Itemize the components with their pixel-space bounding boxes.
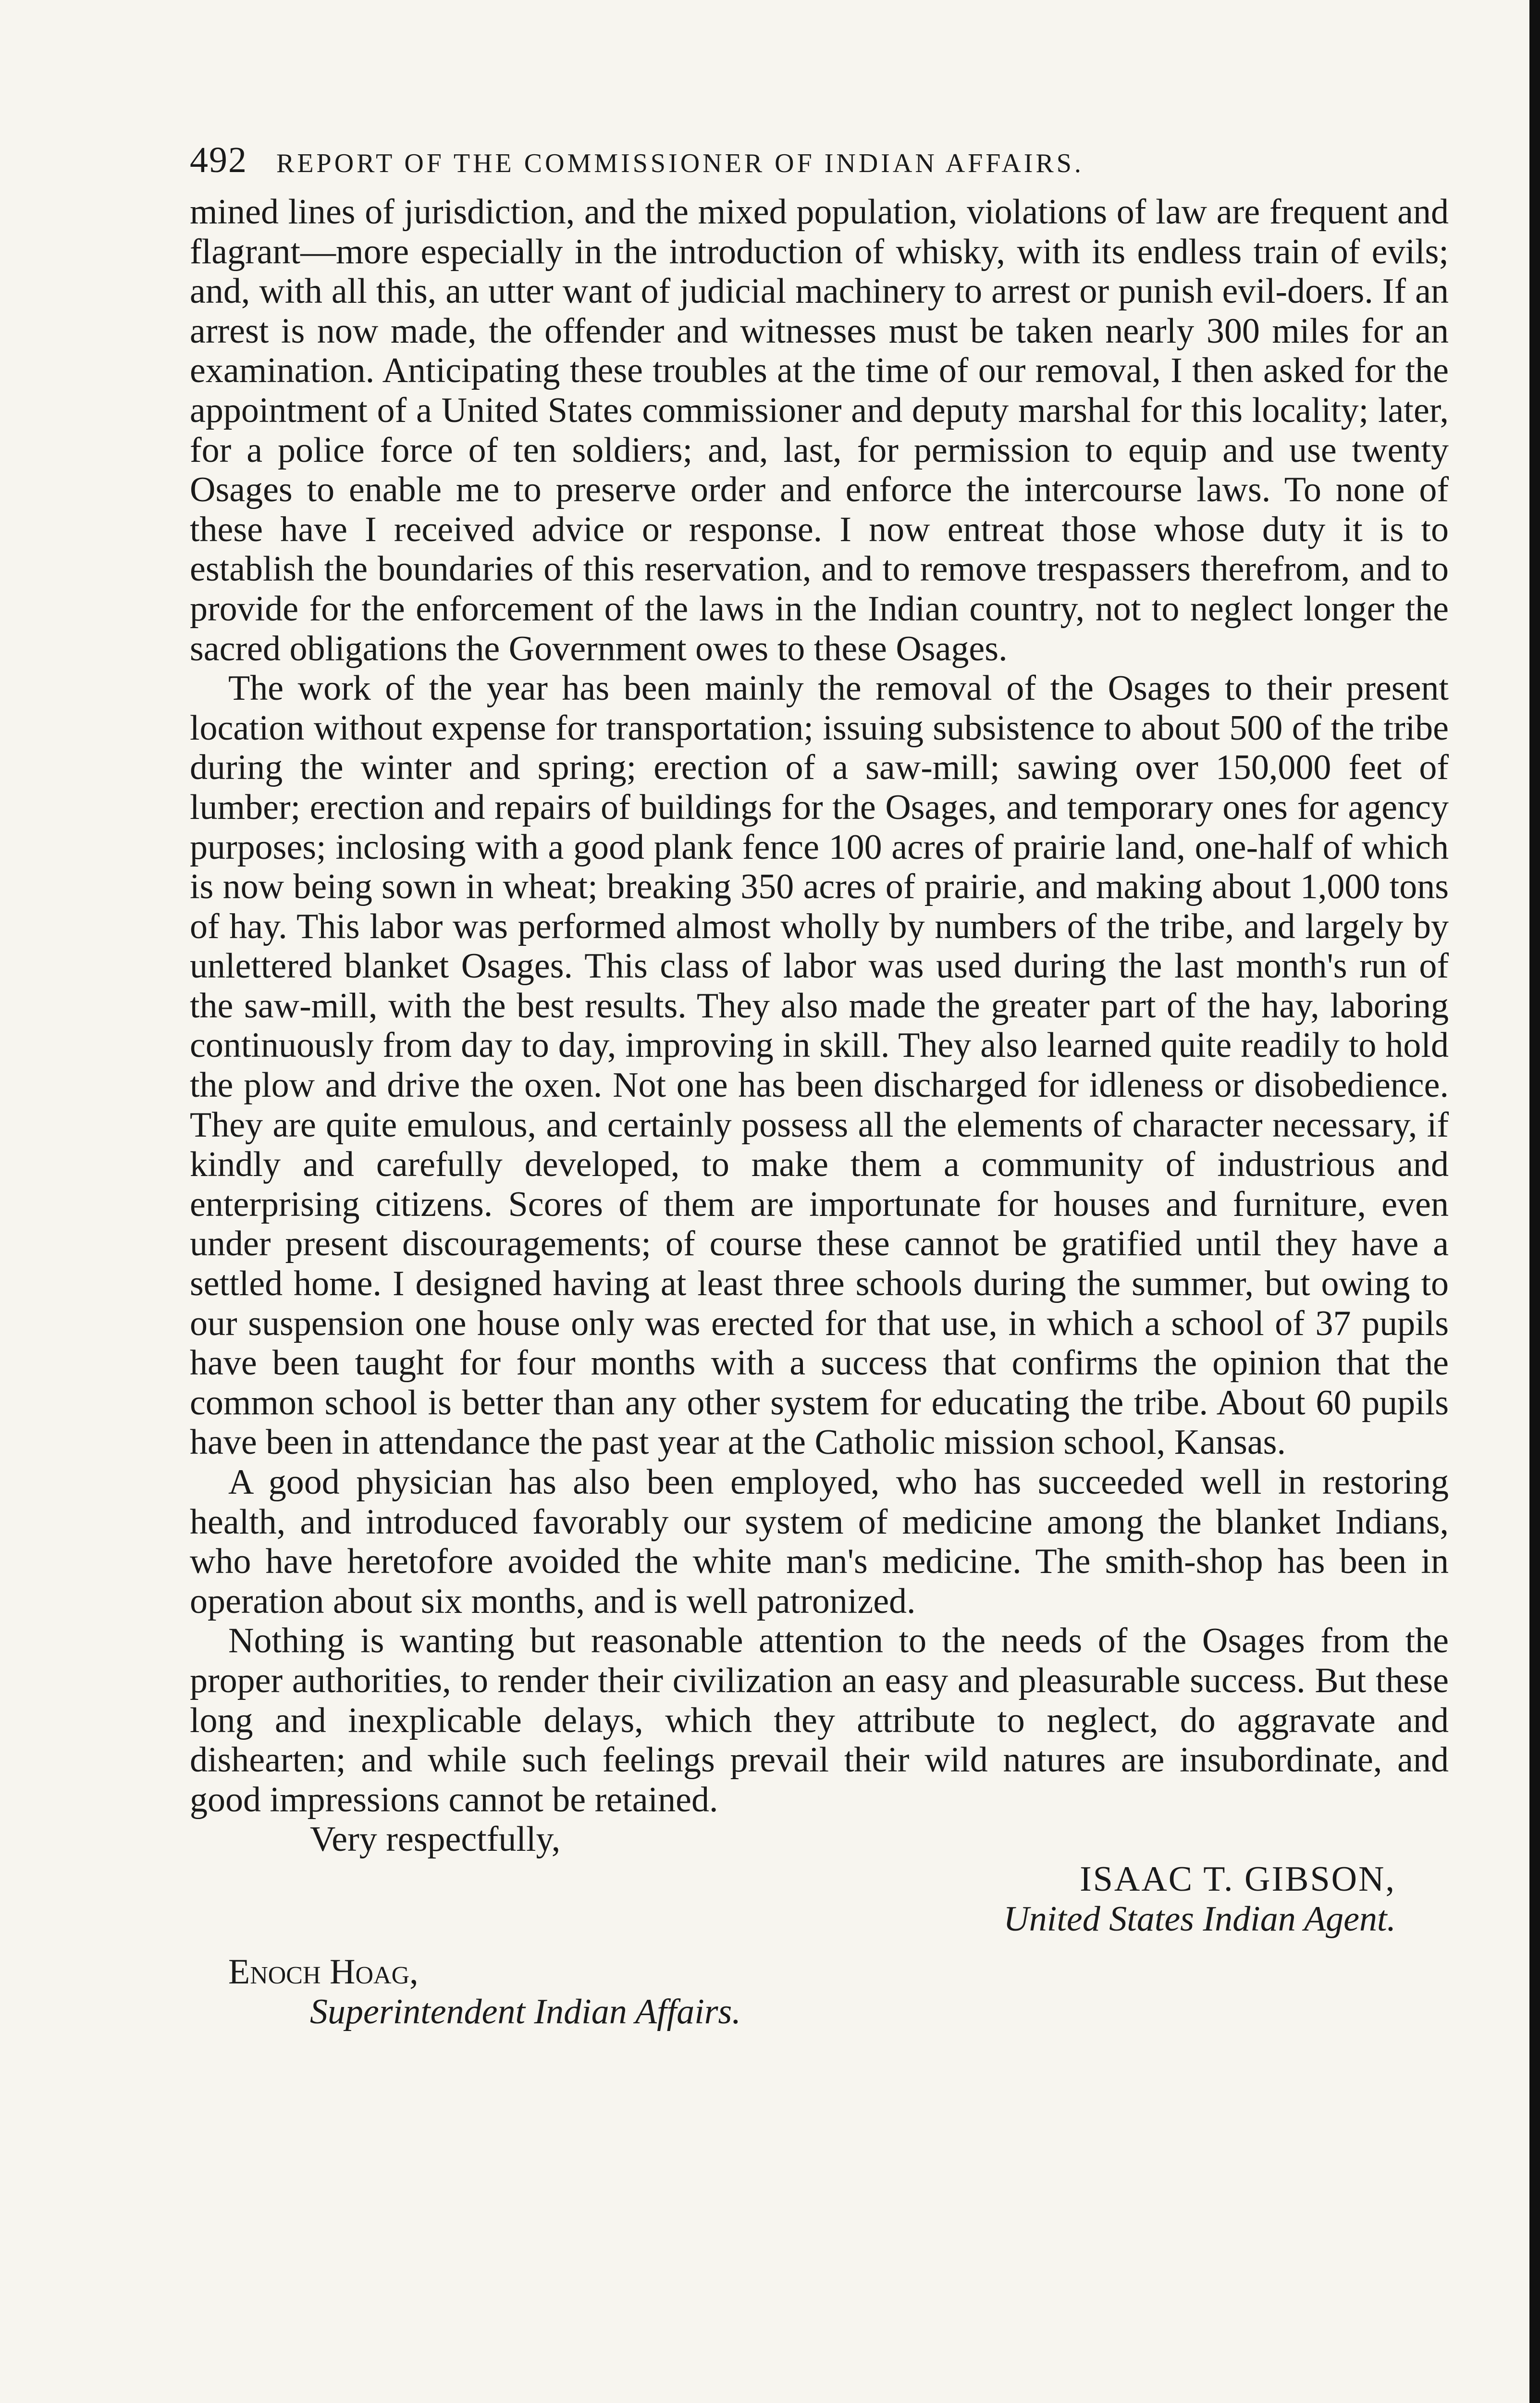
- page-header: [190, 139, 1449, 192]
- paragraph-year-work: The work of the year has been mainly the removal of the Osages to their present location without expense for transportation; issuing subsistence to about 500 of the tribe during the winter and spring; erection of a saw-mill; sawing over 150,000 feet of lumber; erection and repairs of buildings for the Osages, and temporary ones for agency purposes; inclosing with a good plank fence 100 acres of prairie land, one-half of which is now being sown in wheat; breaking 350 acres of prairie, and making about 1,000 tons of hay. This labor was performed almost wholly by numbers of the tribe, and largely by unlettered blanket Osages. This class of labor was used during the last month's run of the saw-mill, with the best results. They also made the greater part of the hay, laboring continuously from day to day, improving in skill. They also learned quite readily to hold the plow and drive the oxen. Not one has been discharged for idleness or disobedience. They are quite emulous, and certainly possess all the elements of character necessary, if kindly and carefully developed, to make them a community of industrious and enterprising citizens. Scores of them are importunate for houses and furniture, even under present discouragements; of course these cannot be gratified until they have a settled home. I designed having at least three schools during the summer, but owing to our suspension one house only was erected for that use, in which a school of 37 pupils have been taught for four months with a success that confirms the opinion that the common school is better than any other system for educating the tribe. About 60 pupils have been in attendance the past year at the Catholic mission school, Kansas.: [190, 669, 1449, 1462]
- page-content: [190, 139, 1449, 2031]
- letter-closing: [190, 1820, 1449, 2031]
- addressee-name: Enoch Hoag,: [228, 1952, 419, 1992]
- scan-edge-right: [1529, 0, 1540, 2403]
- paragraph-conclusion: Nothing is wanting but reasonable attention to the needs of the Osages from the proper authorities, to render their civilization an easy and pleasurable success. But these long and inexplicable delays, which they attribute to neglect, do aggravate and dishearten; and while such feelings prevail their wild natures are insubordinate, and good impressions cannot be retained.: [190, 1621, 1449, 1820]
- signer-name: ISAAC T. GIBSON,: [1080, 1859, 1396, 1899]
- addressee-title: Superintendent Indian Affairs.: [310, 1992, 741, 2031]
- signer-title: United States Indian Agent.: [1003, 1899, 1396, 1939]
- running-head: REPORT OF THE COMMISSIONER OF INDIAN AFFAIRS.: [276, 149, 1084, 178]
- salutation: Very respectfully,: [310, 1820, 561, 1859]
- page-number: 492: [190, 140, 247, 180]
- paragraph-physician: A good physician has also been employed, who has succeeded well in restoring health, and introduced favorably our system of medicine among the blanket Indians, who have heretofore avoided the white man's medicine. The smith-shop has been in operation about six months, and is well patronized.: [190, 1462, 1449, 1621]
- paragraph-continuation: mined lines of jurisdiction, and the mixed population, violations of law are frequent and flagrant—more especially in the introduction of whisky, with its endless train of evils; and, with all this, an utter want of judicial machinery to arrest or punish evil-doers. If an arrest is now made, the offender and witnesses must be taken nearly 300 miles for an examination. Anticipating these troubles at the time of our removal, I then asked for the appointment of a United States commissioner and deputy marshal for this locality; later, for a police force of ten soldiers; and, last, for permission to equip and use twenty Osages to enable me to preserve order and enforce the intercourse laws. To none of these have I received advice or response. I now entreat those whose duty it is to establish the boundaries of this reservation, and to remove trespassers therefrom, and to provide for the enforcement of the laws in the Indian country, not to neglect longer the sacred obligations the Government owes to these Osages.: [190, 192, 1449, 669]
